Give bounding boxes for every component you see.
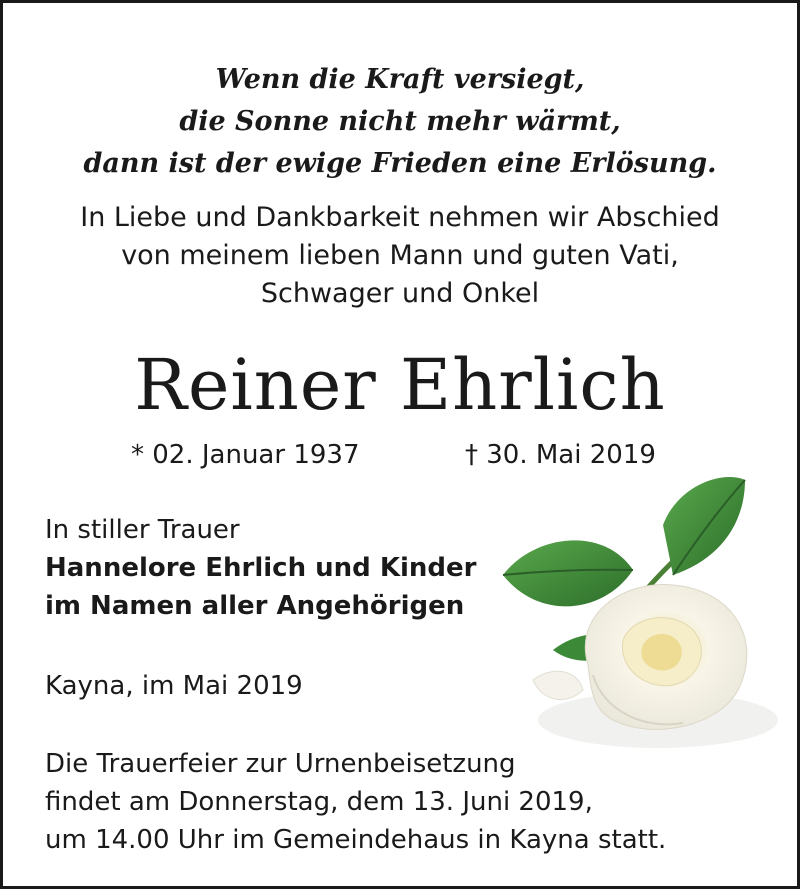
verse-line: Wenn die Kraft versiegt,: [215, 64, 585, 95]
mourners-intro: In stiller Trauer: [45, 515, 240, 545]
farewell-line: In Liebe und Dankbarkeit nehmen wir Abschied: [80, 202, 720, 233]
farewell-line: von meinem lieben Mann und guten Vati,: [121, 240, 679, 271]
deceased-name: Reiner Ehrlich: [134, 344, 666, 426]
funeral-line: Die Trauerfeier zur Urnenbeisetzung: [45, 749, 516, 779]
funeral-info: [45, 745, 666, 859]
funeral-line: um 14.00 Uhr im Gemeindehaus in Kayna statt.: [45, 825, 667, 855]
death-date: † 30. Mai 2019: [465, 440, 656, 470]
white-rose-icon: [483, 465, 783, 765]
place-date: Kayna, im Mai 2019: [45, 671, 303, 701]
verse-line: dann ist der ewige Frieden eine Erlösung.: [83, 148, 717, 179]
farewell-line: Schwager und Onkel: [260, 278, 540, 309]
farewell-text: [3, 199, 797, 313]
funeral-line: findet am Donnerstag, dem 13. Juni 2019,: [45, 787, 593, 817]
verse-block: [3, 59, 797, 185]
verse-line: die Sonne nicht mehr wärmt,: [179, 106, 621, 137]
mourner-name: Hannelore Ehrlich und Kinder: [45, 553, 477, 583]
birth-date: * 02. Januar 1937: [131, 440, 360, 470]
mourners-block: [45, 511, 476, 625]
mourner-name: im Namen aller Angehörigen: [45, 591, 465, 621]
